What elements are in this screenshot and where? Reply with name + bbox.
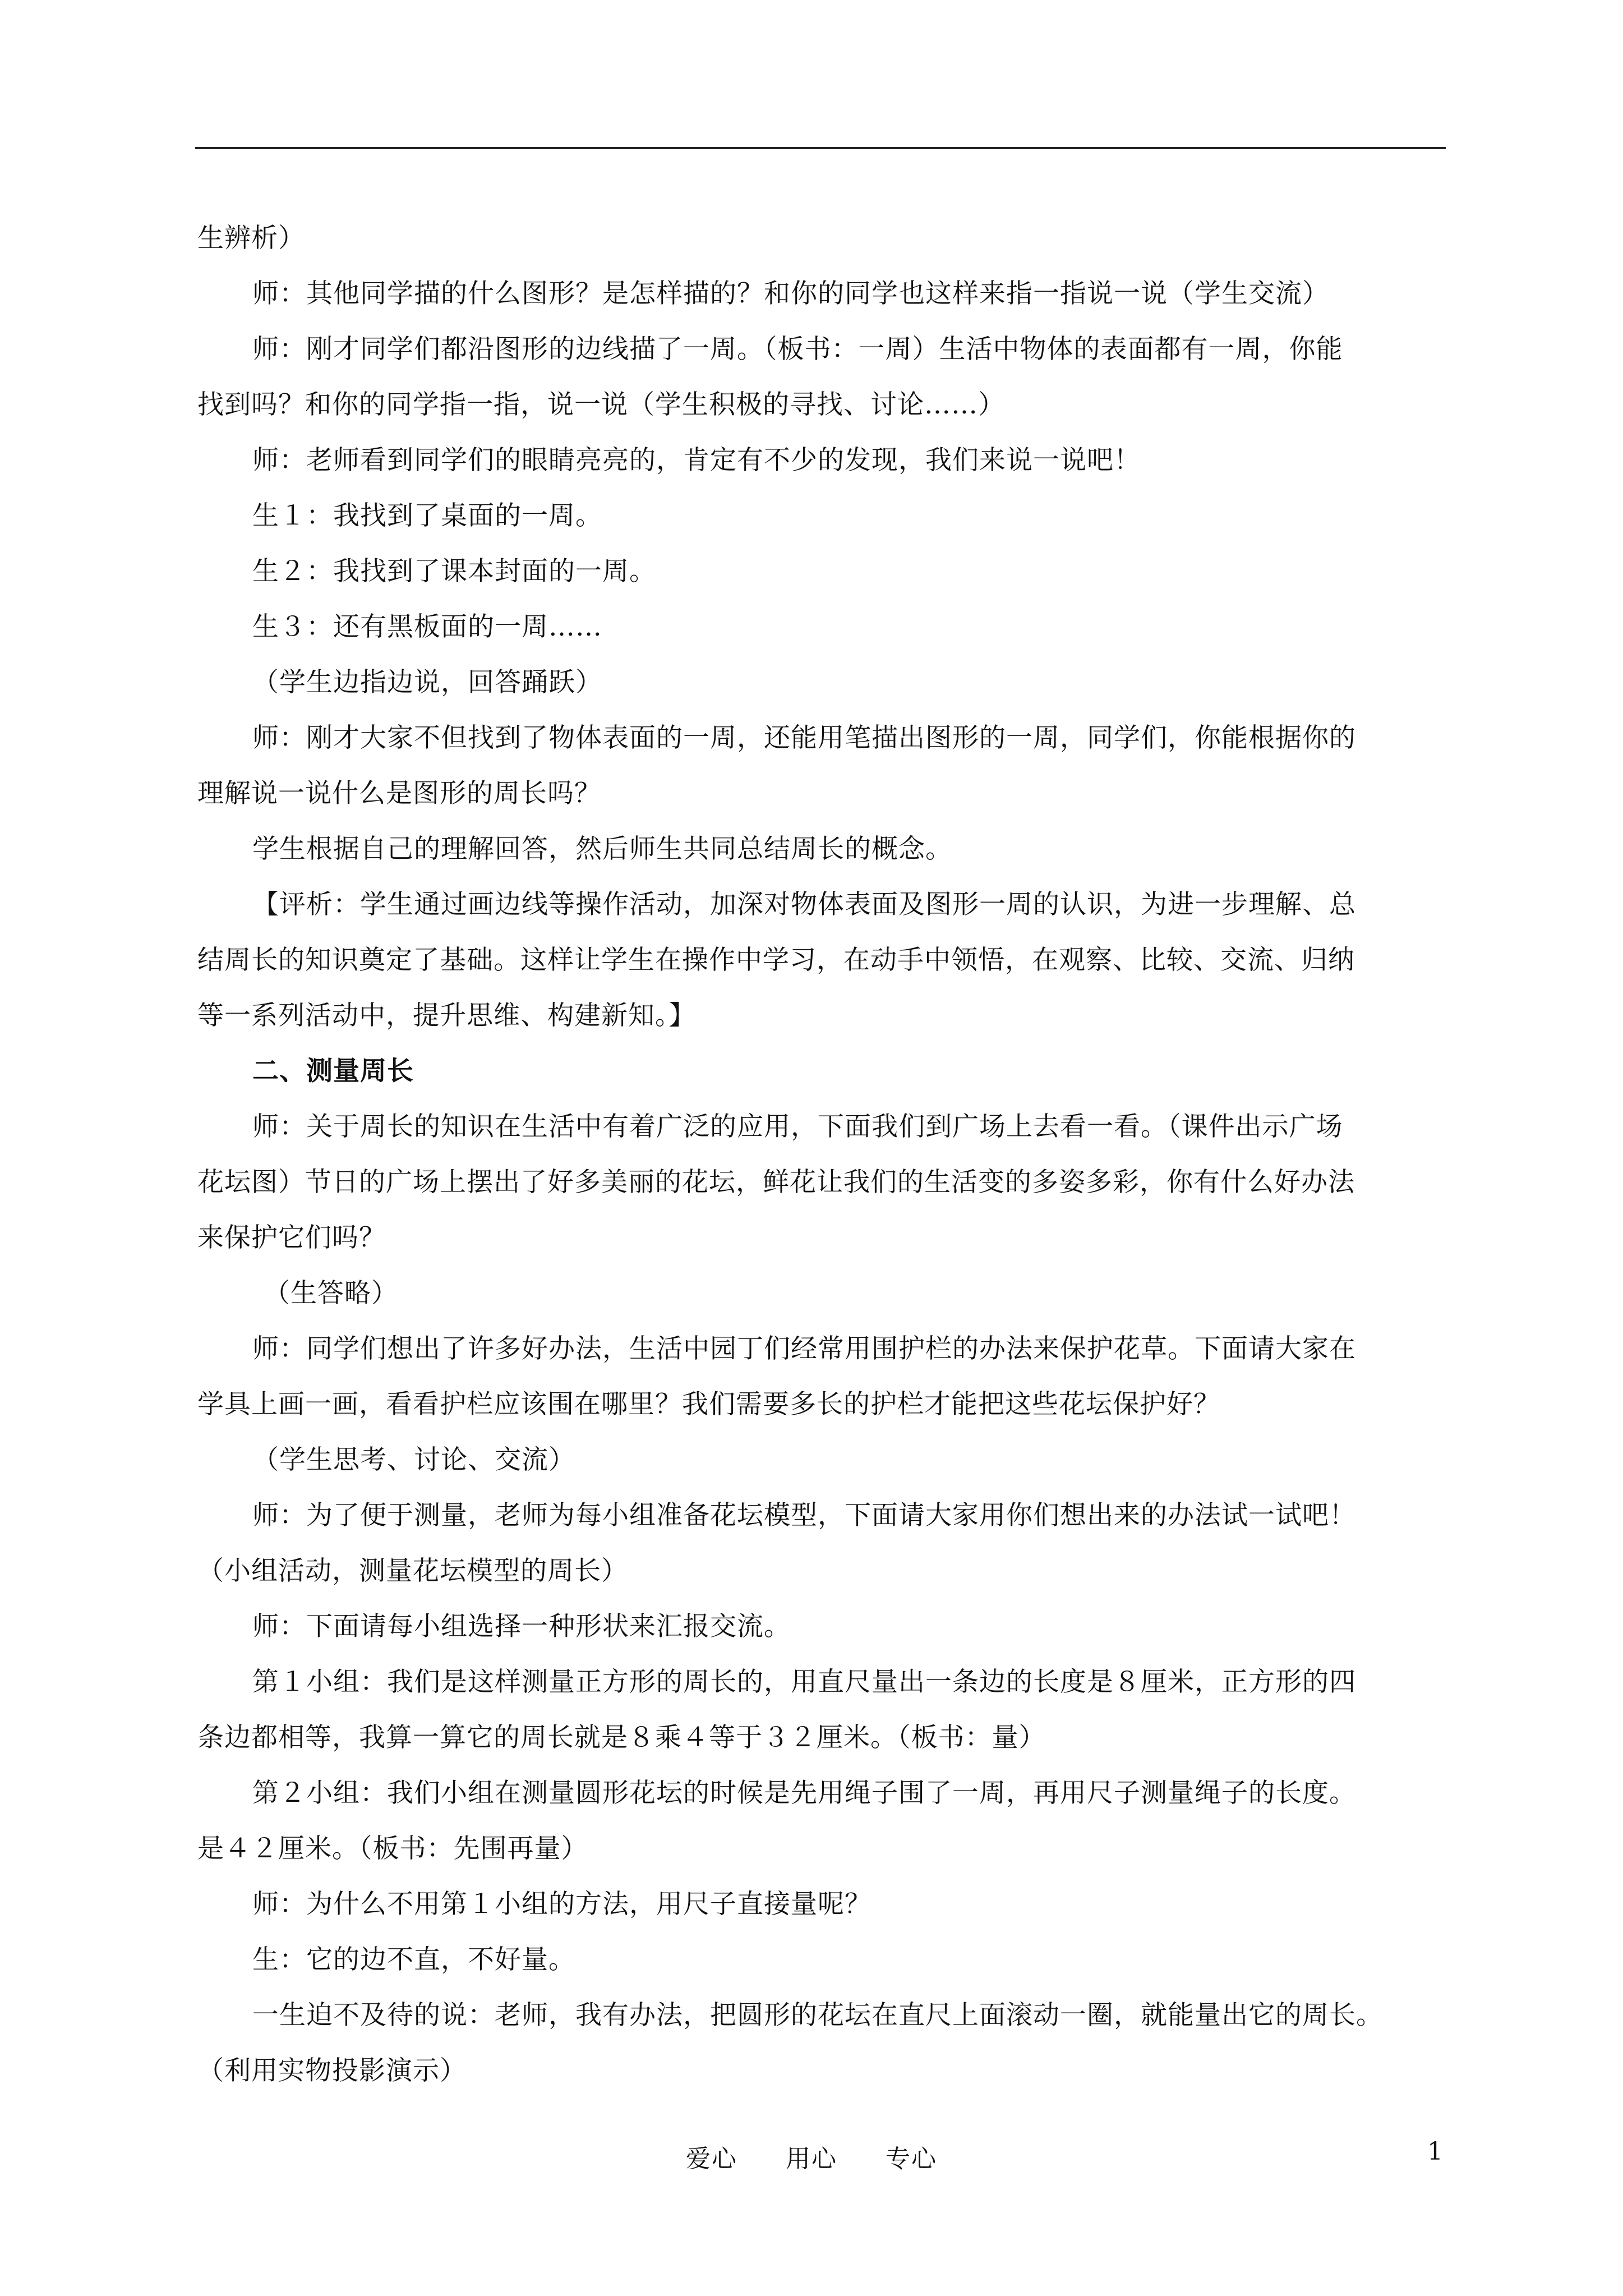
paragraph-line: 生２：我找到了课本封面的一周。 bbox=[252, 556, 656, 587]
document-body bbox=[197, 210, 1444, 2099]
paragraph-line: 来保护它们吗？ bbox=[197, 1222, 386, 1253]
paragraph-line: 花坛图）节日的广场上摆出了好多美丽的花坛，鲜花让我们的生活变的多姿多彩，你有什么好办法 bbox=[197, 1167, 1355, 1198]
paragraph-line: 生３：还有黑板面的一周…… bbox=[252, 611, 602, 642]
paragraph-line: （生答略） bbox=[264, 1278, 398, 1309]
paragraph-line: 理解说一说什么是图形的周长吗？ bbox=[197, 778, 601, 809]
paragraph-line: （学生思考、讨论、交流） bbox=[252, 1444, 575, 1475]
paragraph-line: 条边都相等，我算一算它的周长就是８乘４等于３２厘米。（板书：量） bbox=[197, 1722, 1046, 1753]
paragraph-line: 生：它的边不直，不好量。 bbox=[252, 1944, 575, 1975]
paragraph-line: 师：同学们想出了许多好办法，生活中园丁们经常用围护栏的办法来保护花草。下面请大家在 bbox=[252, 1333, 1356, 1364]
page-number: 1 bbox=[1427, 2137, 1443, 2166]
section-heading: 二、测量周长 bbox=[252, 1056, 414, 1087]
paragraph-line: 生辨析） bbox=[197, 223, 305, 254]
paragraph-line: （利用实物投影演示） bbox=[197, 2055, 467, 2086]
paragraph-line: 师：关于周长的知识在生活中有着广泛的应用，下面我们到广场上去看一看。（课件出示广场 bbox=[252, 1111, 1343, 1142]
paragraph-line: 找到吗？和你的同学指一指，说一说（学生积极的寻找、讨论……） bbox=[197, 389, 1005, 420]
paragraph-line: 师：老师看到同学们的眼睛亮亮的，肯定有不少的发现，我们来说一说吧！ bbox=[252, 445, 1141, 476]
paragraph-line: 师：其他同学描的什么图形？是怎样描的？和你的同学也这样来指一指说一说（学生交流） bbox=[252, 278, 1329, 309]
paragraph-line: 学具上画一画，看看护栏应该围在哪里？我们需要多长的护栏才能把这些花坛保护好？ bbox=[197, 1389, 1220, 1420]
paragraph-line: 第１小组：我们是这样测量正方形的周长的，用直尺量出一条边的长度是８厘米，正方形的四 bbox=[252, 1667, 1356, 1697]
paragraph-line: 生１：我找到了桌面的一周。 bbox=[252, 500, 602, 531]
paragraph-line: 师：为什么不用第１小组的方法，用尺子直接量呢？ bbox=[252, 1889, 872, 1920]
paragraph-line: 是４２厘米。（板书：先围再量） bbox=[197, 1833, 588, 1864]
paragraph-line: （学生边指边说，回答踊跃） bbox=[252, 667, 602, 698]
paragraph-line: （小组活动，测量花坛模型的周长） bbox=[197, 1556, 628, 1586]
paragraph-line: 师：下面请每小组选择一种形状来汇报交流。 bbox=[252, 1611, 791, 1642]
paragraph-line: 等一系列活动中，提升思维、构建新知。】 bbox=[197, 1000, 696, 1031]
paragraph-line: 【评析：学生通过画边线等操作活动，加深对物体表面及图形一周的认识，为进一步理解、总 bbox=[252, 889, 1356, 920]
paragraph-line: 结周长的知识奠定了基础。这样让学生在操作中学习，在动手中领悟，在观察、比较、交流、归纳 bbox=[197, 945, 1355, 976]
footer-motto: 爱心 用心 专心 bbox=[686, 2145, 937, 2173]
header-rule bbox=[195, 147, 1446, 149]
paragraph-line: 师：刚才大家不但找到了物体表面的一周，还能用笔描出图形的一周，同学们，你能根据你的 bbox=[252, 723, 1356, 753]
paragraph-line: 学生根据自己的理解回答，然后师生共同总结周长的概念。 bbox=[252, 834, 952, 864]
paragraph-line: 师：刚才同学们都沿图形的边线描了一周。（板书：一周）生活中物体的表面都有一周，你能 bbox=[252, 334, 1343, 365]
paragraph-line: 一生迫不及待的说：老师，我有办法，把圆形的花坛在直尺上面滚动一圈，就能量出它的周长。 bbox=[252, 2000, 1383, 2031]
paragraph-line: 师：为了便于测量，老师为每小组准备花坛模型，下面请大家用你们想出来的办法试一试吧！ bbox=[252, 1500, 1356, 1531]
paragraph-line: 第２小组：我们小组在测量圆形花坛的时候是先用绳子围了一周，再用尺子测量绳子的长度。 bbox=[252, 1778, 1356, 1809]
